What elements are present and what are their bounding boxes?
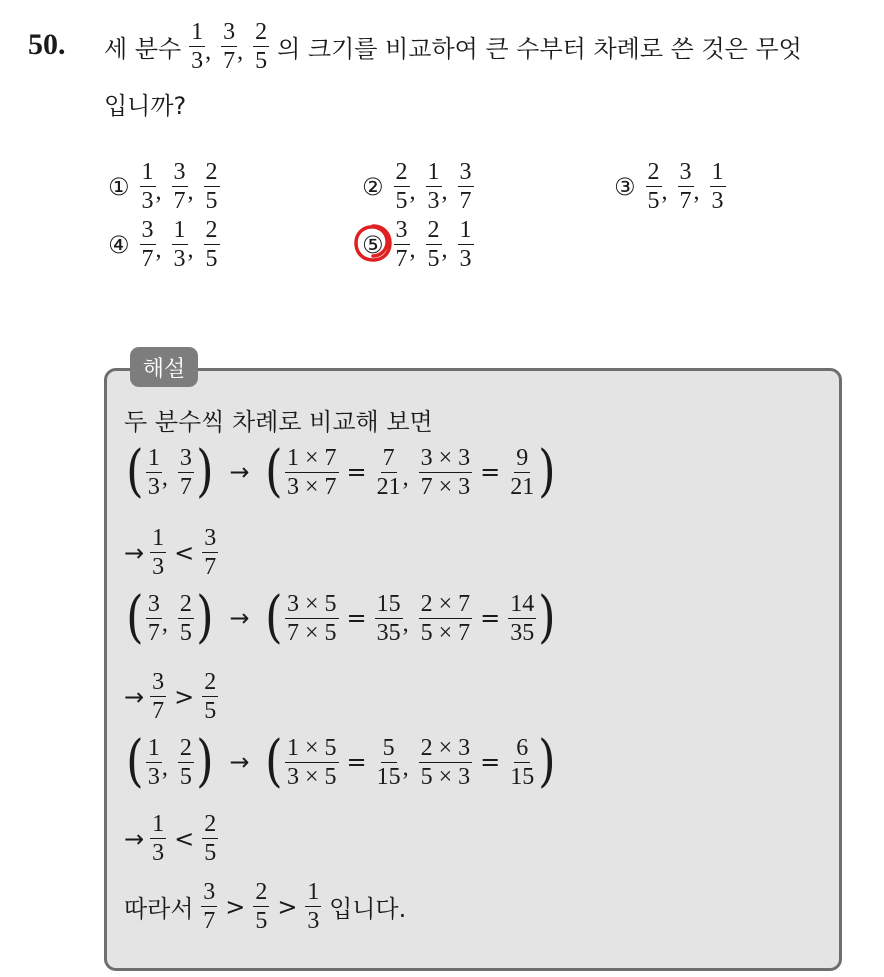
comparison-3-result: → $\frac{1}{3}$ < $\frac{2}{5}$ [124,811,217,866]
option-2[interactable]: ② $\frac{2}{5}$ , $\frac{1}{3}$ , $\frac{3}{7}$ [362,159,472,214]
question-fraction: $\frac{1}{3}$ [191,19,204,74]
question-number: 50. [28,28,66,61]
question-suffix: 의 크기를 비교하여 큰 수부터 차례로 쓴 것은 무엇 [277,35,802,63]
question-text: 세 분수 $\frac{1}{3}$ , $\frac{3}{7}$ , $\frac{2}{5}$ 의 크기를 비교하여 큰 수부터 차례로 쓴 것은 무엇 [104,19,802,74]
question-fraction: $\frac{2}{5}$ [255,19,268,74]
comparison-3: ( $\frac{1}{3}$ , $\frac{2}{5}$ ) → ( $\frac{1 \times 5}{3 \times 5}$ = $\frac{5}{15}$ , $\frac{2 \times 3}{5 \times 3}$ = $\frac{6}{15}$ ) [126,729,556,794]
comparison-2-result: → $\frac{3}{7}$ > $\frac{2}{5}$ [124,669,217,724]
question-fraction: $\frac{3}{7}$ [223,19,236,74]
comparison-2: ( $\frac{3}{7}$ , $\frac{2}{5}$ ) → ( $\frac{3 \times 5}{7 \times 5}$ = $\frac{15}{35}$ , $\frac{2 \times 7}{5 \times 7}$ = $\frac{14}{35}$ ) [126,585,556,650]
comparison-1-result: → $\frac{1}{3}$ < $\frac{3}{7}$ [124,525,217,580]
solution-intro: 두 분수씩 차례로 비교해 보면 [124,408,433,436]
question-line2: 입니까? [104,92,187,120]
option-5[interactable]: ⑤ $\frac{3}{7}$ , $\frac{2}{5}$ , $\frac{1}{3}$ [362,217,472,272]
option-3[interactable]: ③ $\frac{2}{5}$ , $\frac{3}{7}$ , $\frac{1}{3}$ [614,159,724,214]
option-1[interactable]: ① $\frac{1}{3}$ , $\frac{3}{7}$ , $\frac{2}{5}$ [108,159,218,214]
answer-circle-mark [352,222,394,264]
solution-conclusion: 따라서 $\frac{3}{7}$ > $\frac{2}{5}$ > $\frac{1}{3}$ 입니다. [124,879,407,934]
option-4[interactable]: ④ $\frac{3}{7}$ , $\frac{1}{3}$ , $\frac{2}{5}$ [108,217,218,272]
solution-tab: 해설 [130,347,198,387]
question-prefix: 세 분수 [104,35,182,63]
comparison-1: ( $\frac{1}{3}$ , $\frac{3}{7}$ ) → ( $\frac{1 \times 7}{3 \times 7}$ = $\frac{7}{21}$ , $\frac{3 \times 3}{7 \times 3}$ = $\frac{9}{21}$ ) [126,439,556,504]
